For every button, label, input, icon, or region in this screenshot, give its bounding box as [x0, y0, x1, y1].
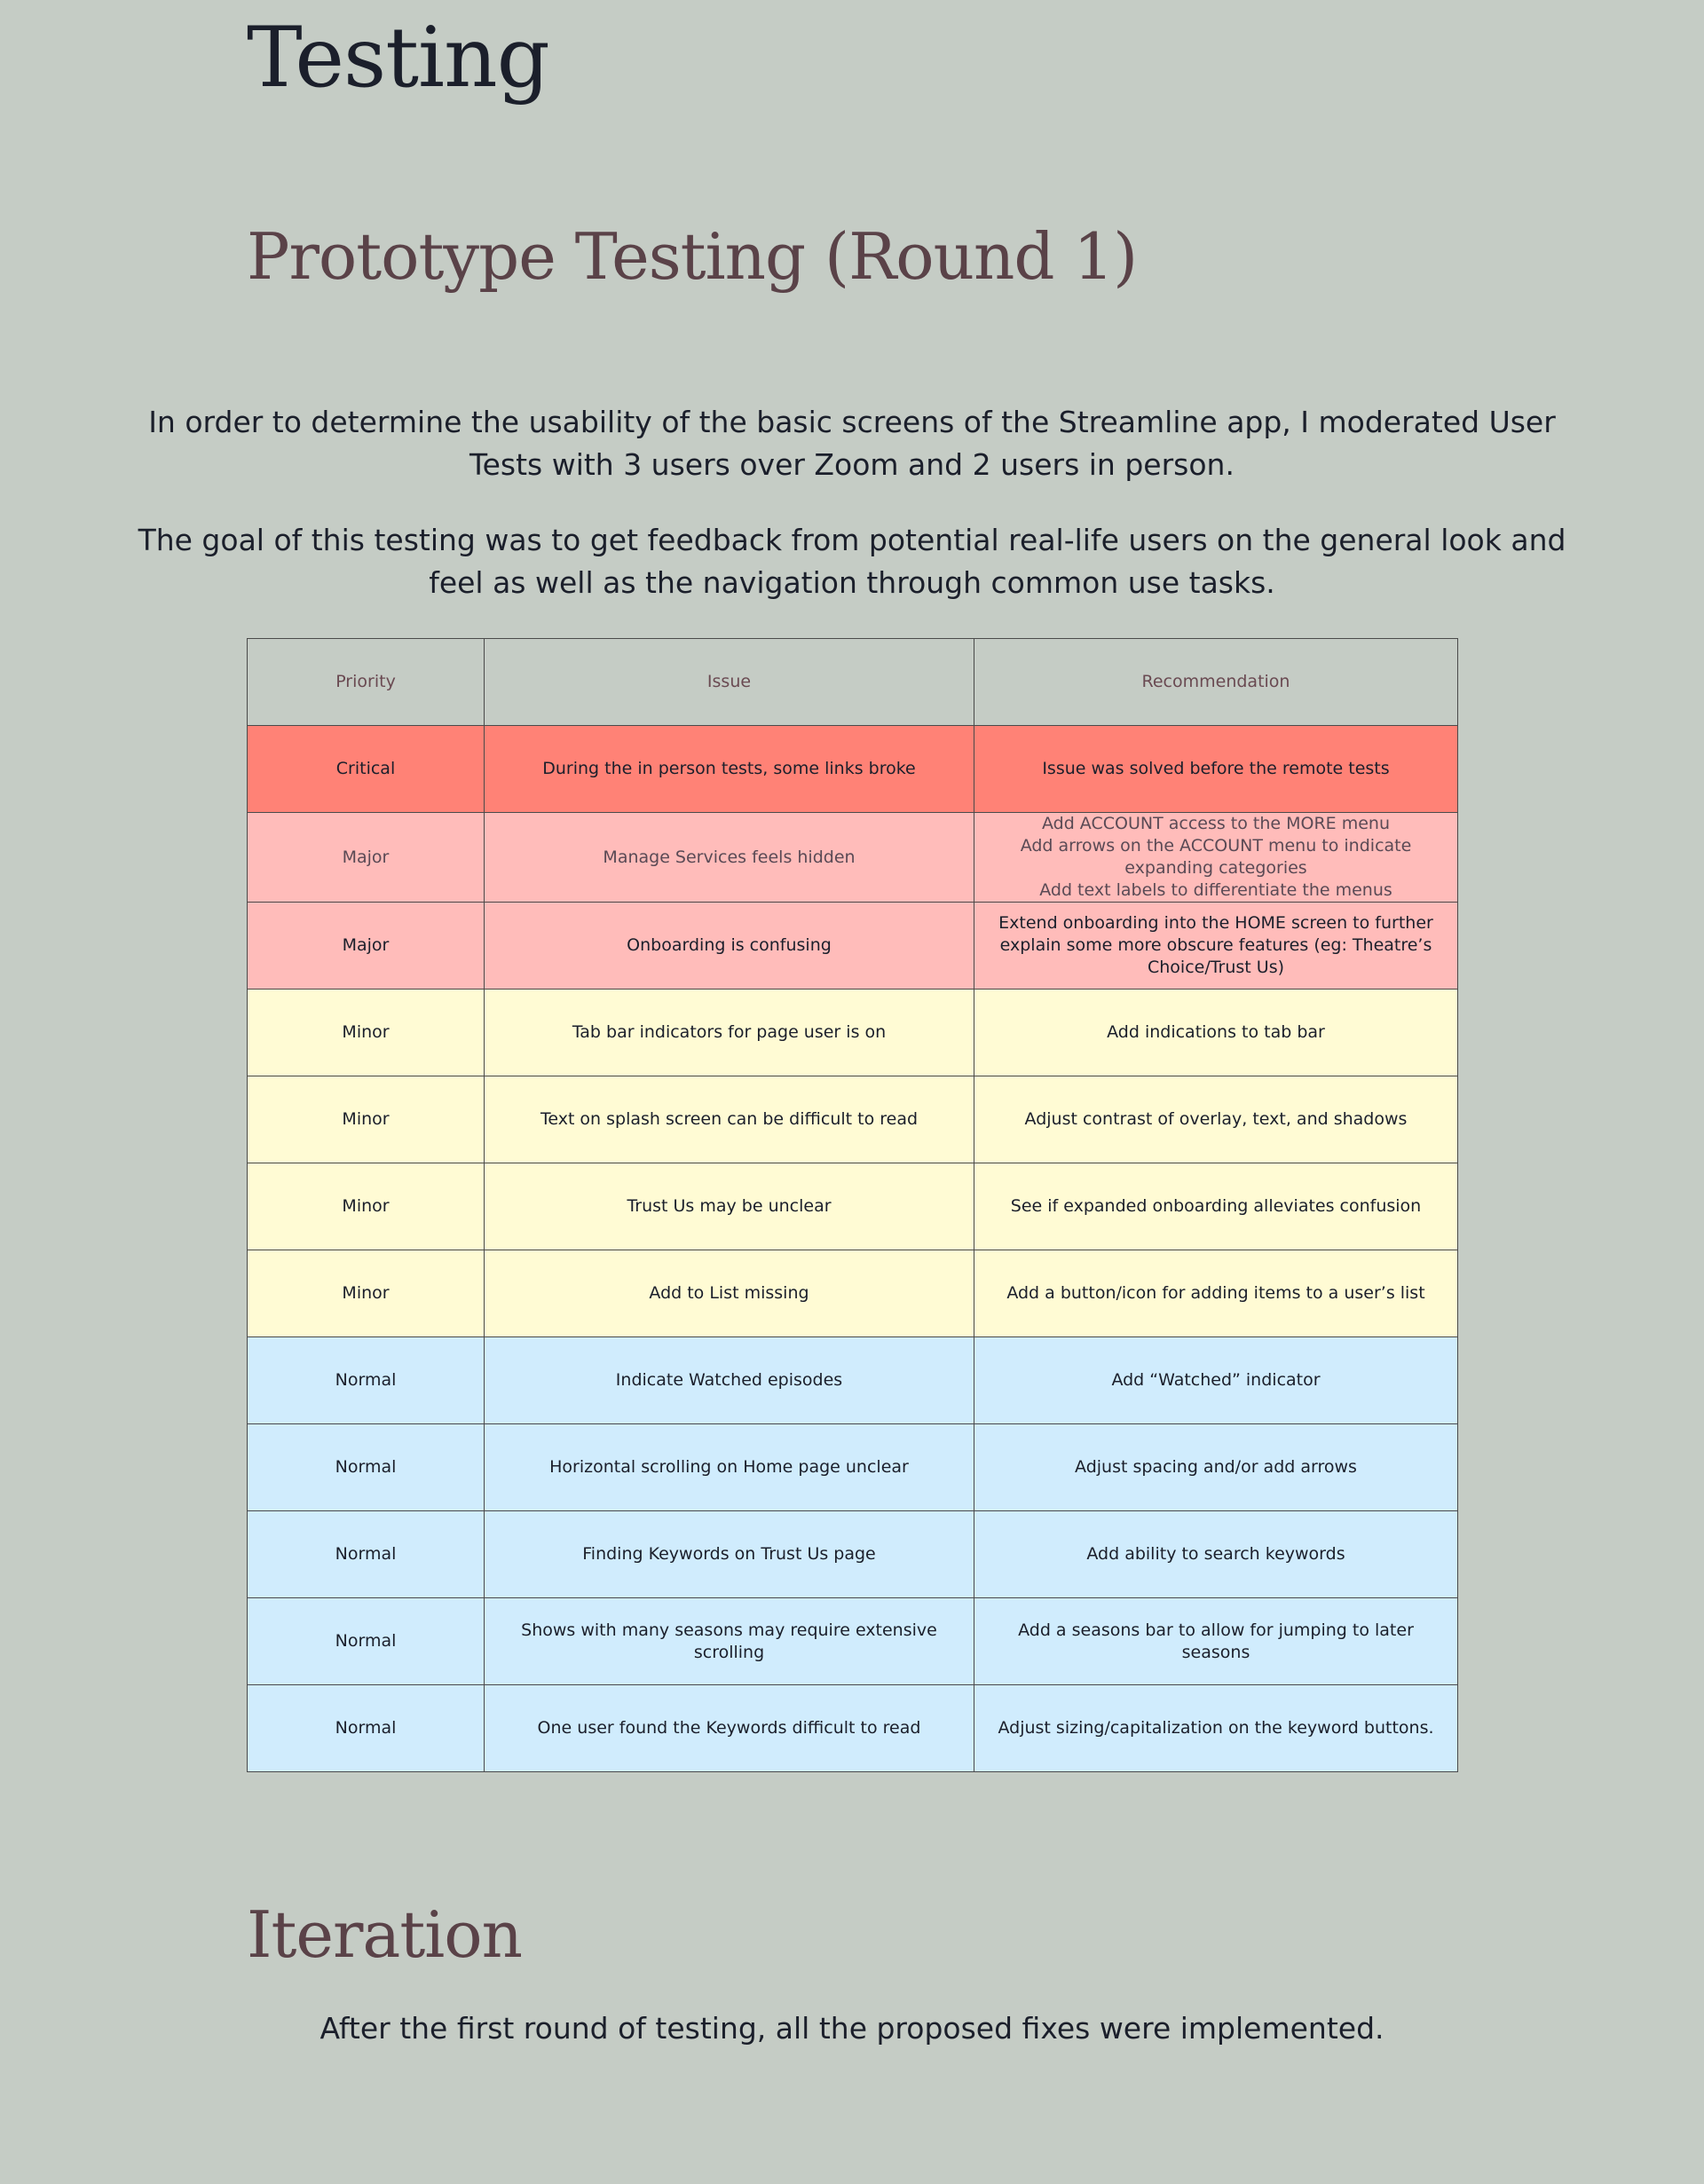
testing-results-table [247, 638, 1458, 1772]
recommendation-cell [974, 1598, 1458, 1685]
recommendation-line: Add ACCOUNT access to the MORE menu [1041, 814, 1390, 833]
priority-cell: Normal [248, 1685, 485, 1772]
table-header-row [248, 639, 1458, 726]
recommendation-cell [974, 1685, 1458, 1772]
goal-paragraph: The goal of this testing was to get feedback from potential real-life users on the general look and feel as well as the navigation through common use tasks. [138, 523, 1566, 600]
priority-cell: Major [248, 903, 485, 990]
table-row [248, 1250, 1458, 1337]
recommendation-cell [974, 1076, 1458, 1163]
recommendation-cell [974, 1337, 1458, 1424]
priority-cell: Normal [248, 1337, 485, 1424]
recommendation-line: Add “Watched” indicator [1111, 1370, 1321, 1390]
table-row [248, 1337, 1458, 1424]
iteration-heading: Iteration [247, 1897, 523, 1972]
issue-cell: Shows with many seasons may require extensive scrolling [485, 1598, 974, 1685]
prototype-testing-heading: Prototype Testing (Round 1) [247, 219, 1138, 294]
recommendation-line: Add a button/icon for adding items to a user’s list [1006, 1283, 1425, 1303]
priority-cell: Normal [248, 1424, 485, 1511]
header-recommendation: Recommendation [974, 639, 1458, 726]
priority-cell: Critical [248, 726, 485, 813]
recommendation-cell [974, 1424, 1458, 1511]
intro-paragraph: In order to determine the usability of the basic screens of the Streamline app, I moderated User Tests with 3 users over Zoom and 2 users in person. [148, 405, 1556, 482]
issue-cell: Trust Us may be unclear [485, 1163, 974, 1250]
table-row [248, 1424, 1458, 1511]
table-row [248, 1076, 1458, 1163]
table-row [248, 990, 1458, 1076]
table-row [248, 1685, 1458, 1772]
recommendation-line: Add text labels to differentiate the menus [1039, 880, 1392, 900]
recommendation-line: Issue was solved before the remote tests [1042, 759, 1390, 778]
table-row [248, 726, 1458, 813]
table-row [248, 1511, 1458, 1598]
issue-cell: Add to List missing [485, 1250, 974, 1337]
issue-cell: Horizontal scrolling on Home page unclear [485, 1424, 974, 1511]
recommendation-line: Adjust sizing/capitalization on the keyword buttons. [998, 1718, 1434, 1738]
issue-cell: During the in person tests, some links broke [485, 726, 974, 813]
table-body [248, 726, 1458, 1772]
issue-cell: Finding Keywords on Trust Us page [485, 1511, 974, 1598]
priority-cell: Minor [248, 1163, 485, 1250]
recommendation-line: Adjust contrast of overlay, text, and shadows [1024, 1109, 1408, 1129]
issue-cell: Manage Services feels hidden [485, 813, 974, 903]
header-priority: Priority [248, 639, 485, 726]
issue-cell: One user found the Keywords difficult to read [485, 1685, 974, 1772]
issue-cell: Text on splash screen can be difficult to read [485, 1076, 974, 1163]
header-issue: Issue [485, 639, 974, 726]
priority-cell: Major [248, 813, 485, 903]
issue-cell: Indicate Watched episodes [485, 1337, 974, 1424]
table-row [248, 903, 1458, 990]
iteration-paragraph: After the first round of testing, all the proposed fixes were implemented. [320, 2011, 1384, 2046]
recommendation-cell [974, 990, 1458, 1076]
recommendation-line: See if expanded onboarding alleviates confusion [1010, 1196, 1422, 1216]
recommendation-line: Add indications to tab bar [1107, 1022, 1325, 1042]
recommendation-cell [974, 1250, 1458, 1337]
recommendation-line: Extend onboarding into the HOME screen to further explain some more obscure features (eg: Theatre’s Choice/Trust Us) [998, 913, 1433, 977]
page-title: Testing [247, 10, 549, 106]
recommendation-cell [974, 726, 1458, 813]
recommendation-line: Add arrows on the ACCOUNT menu to indicate expanding categories [1020, 836, 1412, 878]
table-row [248, 1598, 1458, 1685]
recommendation-line: Adjust spacing and/or add arrows [1075, 1457, 1357, 1477]
priority-cell: Normal [248, 1598, 485, 1685]
recommendation-cell [974, 1163, 1458, 1250]
recommendation-line: Add ability to search keywords [1086, 1544, 1345, 1564]
priority-cell: Normal [248, 1511, 485, 1598]
recommendation-cell [974, 903, 1458, 990]
priority-cell: Minor [248, 1250, 485, 1337]
table-row [248, 1163, 1458, 1250]
recommendation-cell [974, 1511, 1458, 1598]
issue-cell: Tab bar indicators for page user is on [485, 990, 974, 1076]
table-row [248, 813, 1458, 903]
priority-cell: Minor [248, 1076, 485, 1163]
recommendation-cell [974, 813, 1458, 903]
issue-cell: Onboarding is confusing [485, 903, 974, 990]
recommendation-line: Add a seasons bar to allow for jumping to later seasons [1018, 1620, 1414, 1662]
priority-cell: Minor [248, 990, 485, 1076]
